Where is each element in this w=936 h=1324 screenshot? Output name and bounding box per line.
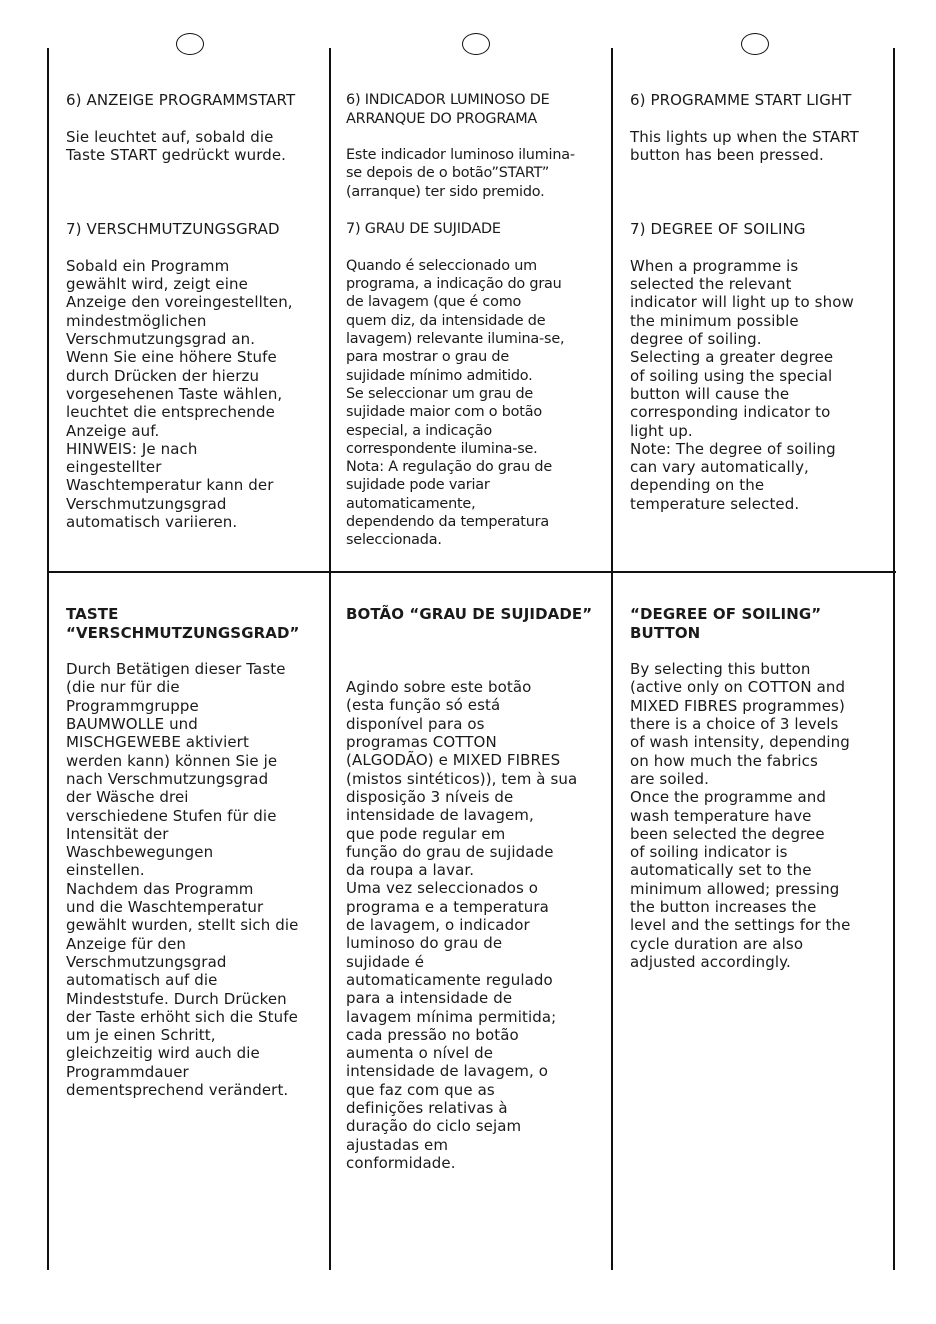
section-body: Agindo sobre este botão (esta função só está disponível para os programas COTTON (ALGODÃO) e MIXED FIBRES (mistos sintéticos)), tem à sua disposição 3 níveis de intensidade de lavagem, que pode regular em função do grau de sujidade da roupa a lavar. Uma vez seleccionados o programa e a temperatura de lavagem, o indicador luminoso do grau de sujidade é automaticamente regulado para a intensidade de lavagem mínima permitida; cada pressão no botão aumenta o nível de intensidade de lavagem, o que faz com que as definições relativas à duração do ciclo sejam ajustadas em conformidade. <box>346 678 578 1172</box>
column-divider-middle-left <box>329 48 331 1270</box>
de-start-light-section <box>66 73 328 183</box>
language-circle-icon <box>462 33 490 55</box>
de-soiling-section <box>66 202 328 550</box>
section-body: Sie leuchtet auf, sobald die Taste START gedrückt wurde. <box>66 127 287 165</box>
section-title: 7) GRAU DE SUJIDADE <box>346 221 501 238</box>
section-body: Durch Betätigen dieser Taste (die nur für die Programmgruppe BAUMWOLLE und MISCHGEWEBE aktiviert werden kann) können Sie je nach Verschmutzungsgrad der Wäsche drei verschiedene Stufen für die Intensität der Waschbewegungen einstellen. Nachdem das Programm und die Waschtemperatur gewählt wurden, stellt sich die Anzeige für den Verschmutzungsgrad automatisch auf die Mindeststufe. Durch Drücken der Taste erhöht sich die Stufe um je einen Schritt, gleichzeitig wird auch die Programmdauer dementsprechend verändert. <box>66 660 299 1100</box>
en-soiling-button-section <box>630 587 892 990</box>
de-soiling-button-section <box>66 587 328 1118</box>
section-title: 6) PROGRAMME START LIGHT <box>630 91 852 110</box>
section-body: This lights up when the START button has been pressed. <box>630 127 859 165</box>
section-title: 6) INDICADOR LUMINOSO DE ARRANQUE DO PROGRAMA <box>346 92 550 127</box>
en-soiling-section <box>630 202 892 531</box>
section-title: “DEGREE OF SOILING” BUTTON <box>630 605 822 642</box>
section-body: Quando é seleccionado um programa, a indicação do grau de lavagem (que é como quem diz, da intensidade de lavagem) relevante ilumina-se, para mostrar o grau de sujidade mínimo admitido. Se seleccionar um grau de sujidade maior com o botão especial, a indicação correspondente ilumina-se. Nota: A regulação do grau de sujidade pode variar automaticamente, dependendo da temperatura seleccionada. <box>346 257 565 549</box>
section-body: When a programme is selected the relevant indicator will light up to show the minimum possible degree of soiling. Selecting a greater degree of soiling using the special button will cause the corresponding indicator to light up. Note: The degree of soiling can vary automatically, depending on the temperature selected. <box>630 256 854 513</box>
section-body: By selecting this button (active only on COTTON and MIXED FIBRES programmes) there is a choice of 3 levels of wash intensity, depending on how much the fabrics are soiled. Once the programme and wash temperature have been selected the degree of soiling indicator is automatically set to the minimum allowed; pressing the button increases the level and the settings for the cycle duration are also adjusted accordingly. <box>630 660 851 971</box>
section-body: Este indicador luminoso ilumina- se depois de o botão”START” (arranque) ter sido premido. <box>346 147 575 200</box>
column-divider-right <box>893 48 895 1270</box>
section-body: Sobald ein Programm gewählt wird, zeigt eine Anzeige den voreingestellten, mindestmöglichen Verschmutzungsgrad an. Wenn Sie eine höhere Stufe durch Drücken der hierzu vorgesehenen Taste wählen, leuchtet die entsprechende Anzeige auf. HINWEIS: Je nach eingestellter Waschtemperatur kann der Verschmutzungsgrad automatisch variieren. <box>66 256 293 532</box>
pt-soiling-button-section <box>346 587 608 1191</box>
section-title: 7) DEGREE OF SOILING <box>630 220 806 239</box>
column-divider-left <box>47 48 49 1270</box>
section-title: BOTÃO “GRAU DE SUJIDADE” <box>346 605 593 624</box>
section-divider <box>48 571 896 573</box>
language-circle-icon <box>176 33 204 55</box>
pt-soiling-section <box>346 202 608 568</box>
section-spacer <box>346 642 608 660</box>
column-divider-middle-right <box>611 48 613 1270</box>
en-start-light-section <box>630 73 892 183</box>
section-title: 7) VERSCHMUTZUNGSGRAD <box>66 220 280 239</box>
section-title: 6) ANZEIGE PROGRAMMSTART <box>66 91 296 110</box>
pt-start-light-section <box>346 73 608 219</box>
language-circle-icon <box>741 33 769 55</box>
section-title: TASTE “VERSCHMUTZUNGSGRAD” <box>66 605 300 642</box>
